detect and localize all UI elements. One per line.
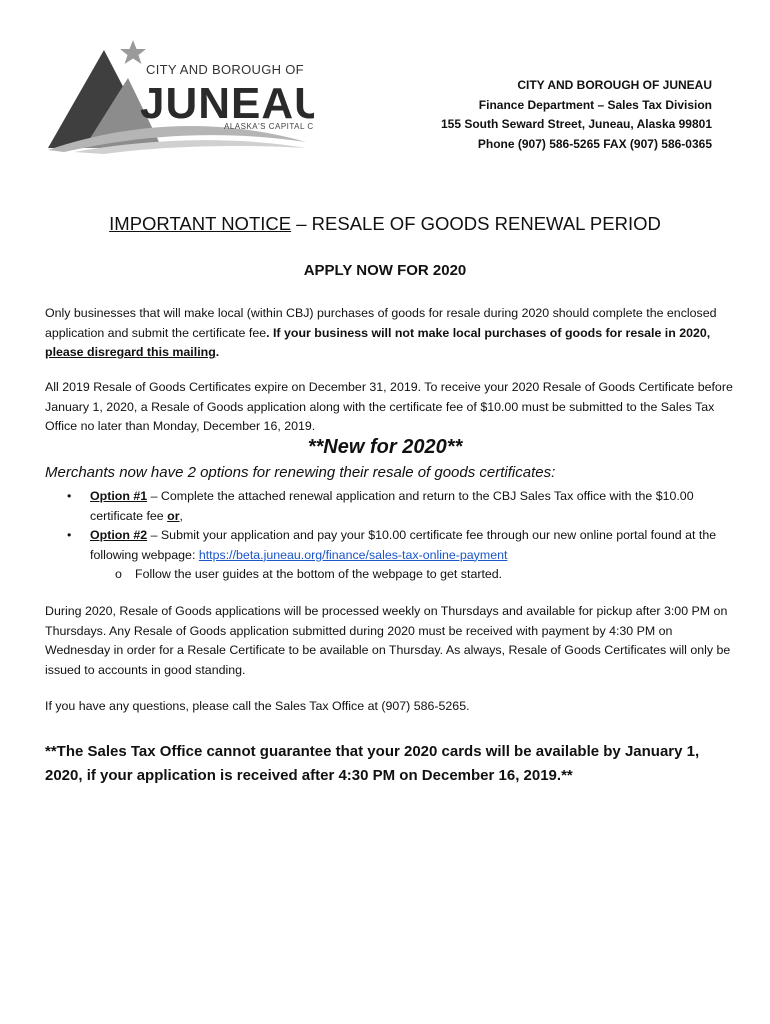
cbj-logo <box>44 38 314 156</box>
eligibility-text: Only businesses that will make local (within CBJ) purchases of goods for resale during 2020 should complete the enclosed application and submit the certificate fee <box>45 306 717 340</box>
option-1-text: – Complete the attached renewal application and return to the CBJ Sales Tax office with the $10.00 certificate fee <box>90 489 694 523</box>
notice-title <box>0 213 770 235</box>
processing-paragraph: During 2020, Resale of Goods applications will be processed weekly on Thursdays and available for pickup after 3:00 PM on Thursdays. Any Resale of Goods application submitted during 2020 must be received with payment by 4:30 PM on Wednesday in order for a Resale Certificate to be available on Thursday. As always, Resale of Goods Certificates will only be issued to accounts in good standing. <box>45 604 731 677</box>
option-1-or: or <box>167 508 180 523</box>
closing-warning: **The Sales Tax Office cannot guarantee that your 2020 cards will be available by January 1, 2020, if your application is received after 4:30 PM on December 16, 2019.** <box>45 743 700 784</box>
option-2-label: Option #2 <box>90 528 148 542</box>
mountain-star-logo-graphic <box>44 38 314 156</box>
eligibility-end: . <box>215 345 220 359</box>
option-2-item <box>45 526 735 565</box>
option-1-label: Option #1 <box>90 489 148 503</box>
options-list <box>45 487 735 585</box>
department: Finance Department – Sales Tax Division <box>478 97 712 112</box>
option-1-item <box>45 487 735 526</box>
online-payment-link[interactable]: https://beta.juneau.org/finance/sales-tax-online-payment <box>198 547 508 562</box>
eligibility-paragraph <box>45 304 735 363</box>
title-underlined: IMPORTANT NOTICE <box>109 213 292 234</box>
logo-tagline-text: ALASKA'S CAPITAL C <box>224 122 314 131</box>
disregard-text: please disregard this mailing <box>45 345 216 359</box>
eligibility-bold-text: . If your business will not make local purchases of goods for resale in 2020, <box>266 325 711 340</box>
expiration-paragraph: All 2019 Resale of Goods Certificates expire on December 31, 2019. To receive your 2020 Resale of Goods Certificate before January 1, 2020, a Resale of Goods application along with the certificate fee of $10.00 must be submitted to the Sales Tax Office no later than Monday, December 16, 2019. <box>45 380 733 433</box>
circle-bullet-icon: o <box>115 567 122 581</box>
logo-juneau-text: JUNEAU <box>140 79 314 128</box>
questions-paragraph: If you have any questions, please call the Sales Tax Office at (907) 586-5265. <box>45 699 470 713</box>
title-rest: – RESALE OF GOODS RENEWAL PERIOD <box>291 213 661 234</box>
merchants-intro: Merchants now have 2 options for renewing their resale of goods certificates: <box>45 464 556 481</box>
logo-city-text: CITY AND BOROUGH OF <box>146 62 304 77</box>
option-2-text: – Submit your application and pay your $10.00 certificate fee through our new online portal found at the following webpage: <box>90 528 717 562</box>
star-icon <box>120 40 146 64</box>
new-for-heading: **New for 2020** <box>307 436 463 458</box>
bullet-icon: • <box>67 528 72 542</box>
org-name: CITY AND BOROUGH OF JUNEAU <box>517 78 712 92</box>
user-guides-text: Follow the user guides at the bottom of the webpage to get started. <box>135 567 503 581</box>
letterhead-address <box>441 76 712 154</box>
option-1-end: , <box>179 508 183 523</box>
bullet-icon: • <box>67 489 72 503</box>
notice-subtitle: APPLY NOW FOR 2020 <box>303 262 467 279</box>
phone-fax: Phone (907) 586-5265 FAX (907) 586-0365 <box>477 136 712 151</box>
street-address: 155 South Seward Street, Juneau, Alaska 99801 <box>440 117 712 131</box>
option-2-subitem <box>45 565 735 585</box>
